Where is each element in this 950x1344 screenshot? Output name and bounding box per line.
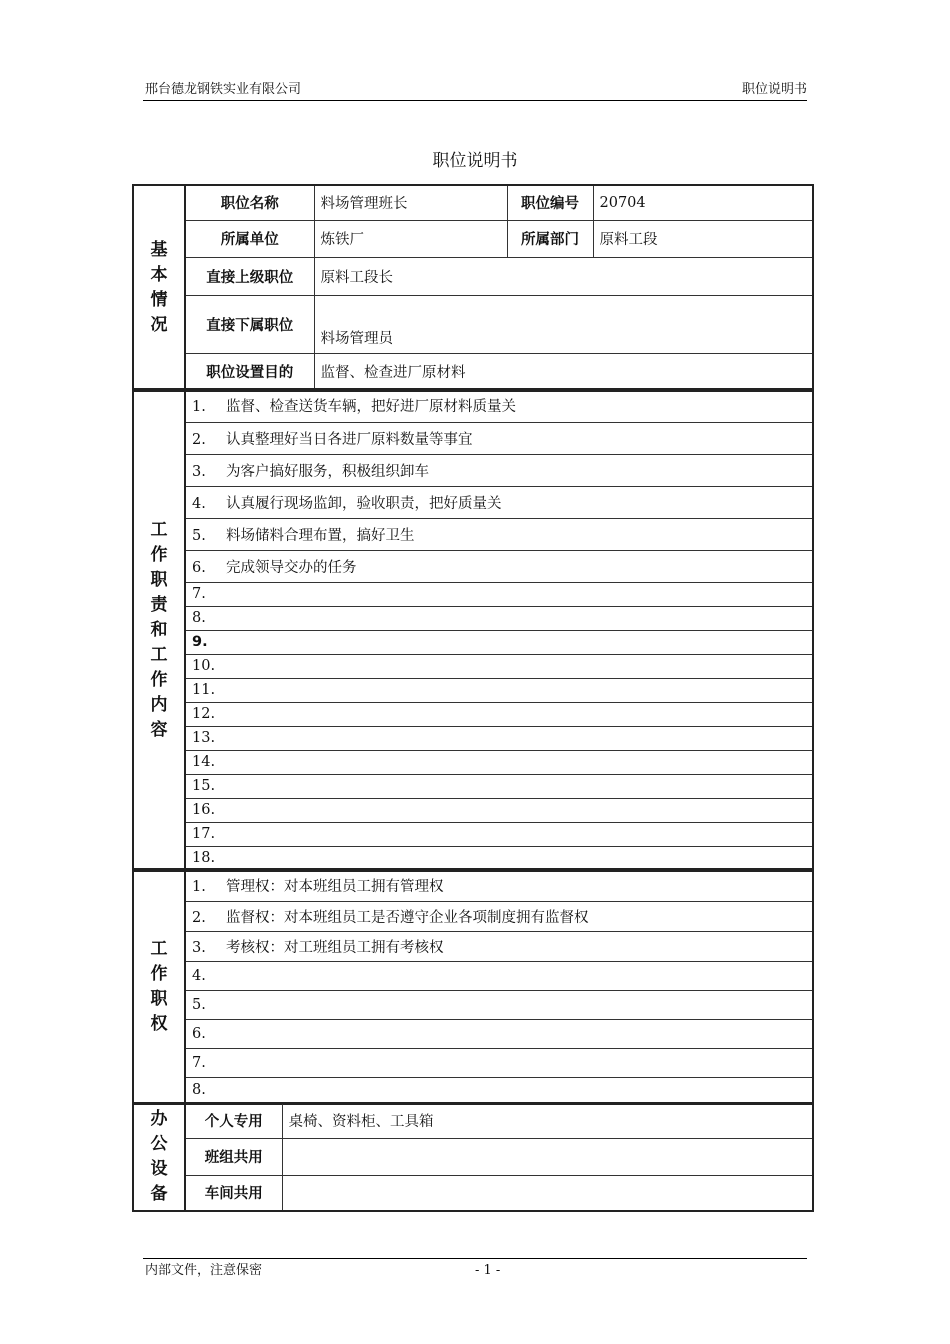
unit-label: 所属单位 xyxy=(185,220,314,257)
superior-label: 直接上级职位 xyxy=(185,257,314,295)
workshop-equipment-value xyxy=(282,1175,813,1211)
duty-item: 4. 认真履行现场监卸，验收职责，把好质量关 xyxy=(185,486,813,518)
duty-item: 3. 为客户搞好服务，积极组织卸车 xyxy=(185,454,813,486)
duty-item: 15. xyxy=(185,774,813,798)
authority-item: 3. 考核权：对工班组员工拥有考核权 xyxy=(185,931,813,961)
workshop-equipment-label: 车间共用 xyxy=(185,1175,282,1211)
duty-item: 10. xyxy=(185,654,813,678)
duty-item: 16. xyxy=(185,798,813,822)
duty-item: 2. 认真整理好当日各进厂原料数量等事宜 xyxy=(185,422,813,454)
team-equipment-value xyxy=(282,1138,813,1175)
authority-item: 8. xyxy=(185,1077,813,1104)
personal-equipment-label: 个人专用 xyxy=(185,1103,282,1138)
document-title: 职位说明书 xyxy=(432,151,518,171)
duty-item: 18. xyxy=(185,846,813,871)
personal-equipment-value: 桌椅、资料柜、工具箱 xyxy=(282,1103,813,1138)
authority-table xyxy=(132,868,814,1105)
position-name-value: 料场管理班长 xyxy=(314,185,507,220)
position-name-label: 职位名称 xyxy=(185,185,314,220)
authority-item: 4. xyxy=(185,961,813,990)
purpose-value: 监督、检查进厂原材料 xyxy=(314,353,813,391)
equipment-section-label: 办 公 设 备 xyxy=(133,1103,185,1211)
duty-item: 6. 完成领导交办的任务 xyxy=(185,550,813,582)
company-name: 邢台德龙钢铁实业有限公司 xyxy=(145,82,302,97)
duty-item: 9. xyxy=(185,630,813,654)
equipment-table xyxy=(132,1102,814,1212)
duties-section-label: 工 作 职 责 和 工 作 内 容 xyxy=(133,389,185,871)
dept-label: 所属部门 xyxy=(507,220,593,257)
position-code-label: 职位编号 xyxy=(507,185,593,220)
basic-info-table xyxy=(132,184,814,392)
duty-item: 14. xyxy=(185,750,813,774)
team-equipment-label: 班组共用 xyxy=(185,1138,282,1175)
duty-item: 17. xyxy=(185,822,813,846)
subordinate-label: 直接下属职位 xyxy=(185,295,314,353)
duty-item: 7. xyxy=(185,582,813,606)
duty-item: 11. xyxy=(185,678,813,702)
duty-item: 12. xyxy=(185,702,813,726)
duty-item: 8. xyxy=(185,606,813,630)
page-header xyxy=(143,82,807,101)
superior-value: 原料工段长 xyxy=(314,257,813,295)
authority-item: 1. 管理权：对本班组员工拥有管理权 xyxy=(185,869,813,901)
duty-item: 5. 料场储料合理布置，搞好卫生 xyxy=(185,518,813,550)
authority-item: 6. xyxy=(185,1019,813,1048)
purpose-label: 职位设置目的 xyxy=(185,353,314,391)
authority-item: 2. 监督权：对本班组员工是否遵守企业各项制度拥有监督权 xyxy=(185,901,813,931)
confidential-note: 内部文件，注意保密 xyxy=(145,1263,263,1278)
authority-item: 7. xyxy=(185,1048,813,1077)
header-doc-type: 职位说明书 xyxy=(741,82,807,97)
duty-item: 1. 监督、检查送货车辆，把好进厂原材料质量关 xyxy=(185,389,813,422)
position-code-value: 20704 xyxy=(593,185,813,220)
duty-item: 13. xyxy=(185,726,813,750)
authority-item: 5. xyxy=(185,990,813,1019)
page-footer xyxy=(143,1258,807,1279)
authority-section-label: 工 作 职 权 xyxy=(133,869,185,1104)
unit-value: 炼铁厂 xyxy=(314,220,507,257)
dept-value: 原料工段 xyxy=(593,220,813,257)
page-number: - 1 - xyxy=(475,1263,501,1278)
duties-table xyxy=(132,388,814,872)
basic-section-label: 基 本 情 况 xyxy=(133,185,185,391)
subordinate-value: 料场管理员 xyxy=(314,295,813,353)
